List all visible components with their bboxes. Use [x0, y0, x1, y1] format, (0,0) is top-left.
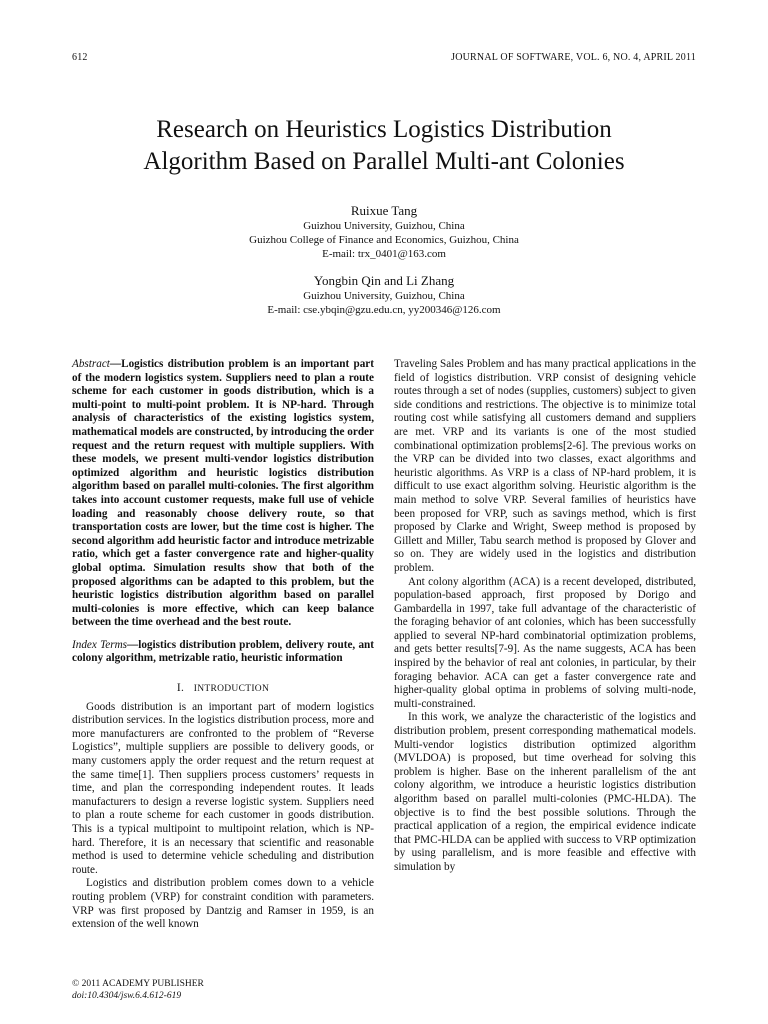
doi: doi:10.4304/jsw.6.4.612-619 [72, 991, 182, 1001]
paragraph: Traveling Sales Problem and has many practical applications in the field of logistics distribution. VRP consist of designing vehicle routes through a set of nodes (supplies, customers) subject to given side conditions and restrictions. The objective is to minimize total routing cost while satisfying all customers demand and suppliers are met. VRP and its variants is one of the most studied combinational optimization problems[2-6]. The previous works on the VRP can be divided into two classes, exact algorithms and heuristic algorithms. As VRP is a class of NP-hard problem, it is difficult to use exact algorithm solving. Heuristic algorithm is the main method to solve VRP. Several families of heuristics have been proposed for VRP, such as savings method, which is first proposed by Clarke and Wright, Sweep method is proposed by Gillett and Miller, Tabu search method is proposed by Glover and so on. They are widely used in the logistics and distribution problem. [394, 358, 696, 574]
page-number: 612 [72, 52, 88, 63]
paper-title [60, 114, 708, 178]
running-header [72, 52, 696, 63]
abstract-label: Abstract [72, 358, 110, 370]
author-name: Yongbin Qin and Li Zhang [313, 273, 455, 288]
title-line-1: Research on Heuristics Logistics Distribution [156, 116, 612, 143]
abstract-text: —Logistics distribution problem is an important part of the modern logistics system. Suppliers need to plan a route scheme for each customer in goods distribution, which is a multi-point to multi-point problem. It is NP-hard. Through analysis of characteristics of the existing logistics system, mathematical models are constructed, by introducing the order request and the return request with multiple suppliers. With these models, we present multi-vendor logistics distribution optimized algorithm and heuristic logistics distribution algorithm based on parallel multi-colonies. The first algorithm takes into account customer requests, make full use of vehicle loading and reasonably choose delivery route, so that transportation costs are lower, but the time cost is higher. The second algorithm add heuristic factor and introduce metrizable ratio, which get a faster convergence rate and higher-quality global optima. Simulation results show that both of the proposed algorithms can be adapted to this problem, but the heuristic logistics distribution algorithm based on parallel multi-colonies is more effective, which can keep balance between the time overhead and the best route. [72, 358, 374, 629]
paragraph: Logistics and distribution problem comes down to a vehicle routing problem (VRP) for constraint condition with parameters. VRP was first proposed by Dantzig and Ramser in 1959, is an extension of the well known [72, 877, 374, 931]
index-terms [72, 639, 374, 666]
paragraph: Goods distribution is an important part of modern logistics distribution services. In the logistics distribution process, more and more manufacturers are confronted to the problem of “Reverse Logistics”, multiple suppliers are possible to delivery goods, or many customers apply the order request and the return request at the same time[1]. Then suppliers process customers’ requests in time, and plan the corresponding independent routes. It leads manufacturers to design a reverse logistic system. Suppliers need to plan a route scheme for each customer in goods distribution. This is a typical multipoint to multipoint relation, which is NP-hard. Therefore, it is an necessary that scientific and reasonable method is used to determine vehicle scheduling and distribution route. [72, 700, 374, 876]
author-name: Ruixue Tang [350, 203, 418, 218]
index-terms-text: —logistics distribution problem, delivery route, ant colony algorithm, metrizable ratio, heuristic information [72, 638, 374, 665]
abstract [72, 358, 374, 630]
author-email: E-mail: cse.ybqin@gzu.edu.cn, yy200346@126.com [267, 304, 501, 316]
left-column [72, 358, 374, 932]
section-heading [72, 682, 374, 697]
section-title: INTRODUCTION [193, 684, 270, 695]
section-number: I. [176, 682, 185, 695]
right-column [394, 358, 696, 875]
index-terms-label: Index Terms [72, 638, 128, 651]
journal-name: JOURNAL OF SOFTWARE, VOL. 6, NO. 4, APRIL 2011 [451, 52, 696, 63]
author-affiliation: Guizhou University, Guizhou, China [303, 220, 465, 232]
author-email: E-mail: trx_0401@163.com [322, 248, 446, 260]
author-block-1 [60, 202, 708, 261]
author-affiliation: Guizhou College of Finance and Economics, Guizhou, China [249, 234, 519, 246]
copyright: © 2011 ACADEMY PUBLISHER [72, 979, 204, 989]
author-block-2 [60, 272, 708, 317]
paragraph: In this work, we analyze the characteristic of the logistics and distribution problem, present corresponding mathematical models. Multi-vendor logistics distribution optimized algorithm (MVLDOA) is proposed, but time overhead for solving this problem is higher. Base on the inherent parallelism of the ant colony algorithm, we introduce a heuristic logistics distribution algorithm based on parallel multi-colonies (PMC-HLDA). The objective is to find the best possible solutions. Through the practical application of a region, the empirical evidence indicate that PMC-HLDA can be applied with success to VRP optimization by using parallelism, and is more feasible and effective with simulation by [394, 711, 696, 873]
page-footer [72, 978, 204, 1002]
paragraph: Ant colony algorithm (ACA) is a recent developed, distributed, population-based approach, first proposed by Dorigo and Gambardella in 1997, take full advantage of the characteristic of the foraging behavior of ant colonies, which has been successfully applied to several NP-hard combinatorial optimization problems, and gets better results[7-9]. As the name suggests, ACA has been inspired by the behavior of real ant colonies, in particular, by their foraging behavior. ACA can get a faster convergence rate and higher-quality global optima in problems of solving multi-node, multi-constrained. [394, 575, 696, 710]
title-line-2: Algorithm Based on Parallel Multi-ant Colonies [143, 148, 625, 175]
author-affiliation: Guizhou University, Guizhou, China [303, 290, 465, 302]
